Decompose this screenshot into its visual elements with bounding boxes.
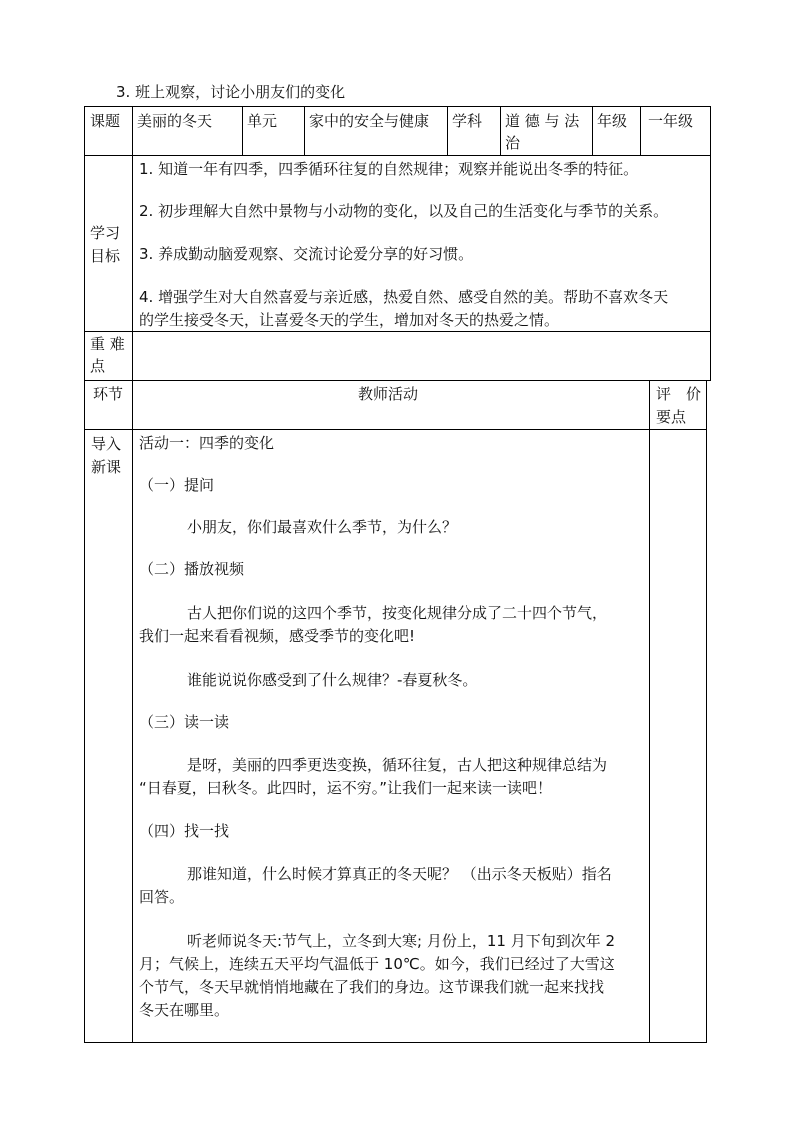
unit-label: 单元 [247,112,278,130]
step-heading: （三）读一读 [139,713,230,731]
body-text: 个节气，冬天早就悄悄地藏在了我们的身边。这节课我们就一起来找找 [139,978,605,996]
step-heading: （一）提问 [139,476,215,494]
objective-item-4-cont: 的学生接受冬天，让喜爱冬天的学生，增加对冬天的热爱之情。 [139,311,560,329]
subject-value-line1: 道 德 与 法 [505,112,580,130]
step-heading: （二）播放视频 [139,560,245,578]
step-heading: （四）找一找 [139,822,230,840]
body-text: “日春夏，曰秋冬。此四时，运不穷。”让我们一起来读一读吧！ [139,779,553,797]
objective-item-3: 3. 养成勤动脑爱观察、交流讨论爱分享的好习惯。 [139,245,474,263]
body-text: 冬天在哪里。 [139,1001,230,1019]
body-text: 是呀，美丽的四季更迭变换，循环往复，古人把这种规律总结为 [187,756,608,774]
body-text: 回答。 [139,888,185,906]
objectives-label-line1: 学习 [90,224,121,242]
body-text: 小朋友，你们最喜欢什么季节，为什么？ [187,518,458,536]
body-text: 听老师说冬天:节气上，立冬到大寒; 月份上，11 月下旬到次年 2 [187,932,616,950]
grade-label: 年级 [597,112,628,130]
stage-header: 环节 [93,385,124,403]
activity-title: 活动一：四季的变化 [139,434,275,452]
body-text: 那谁知道，什么时候才算真正的冬天呢？ （出示冬天板贴）指名 [187,865,612,883]
subject-value-line2: 治 [505,134,521,152]
body-text: 我们一起来看看视频，感受季节的变化吧! [139,627,416,645]
unit-value: 家中的安全与健康 [309,112,430,130]
difficulty-label-line2: 点 [90,357,106,375]
objectives-label-line2: 目标 [90,247,121,265]
topic-label: 课题 [90,112,121,130]
body-text: 月；气候上，连续五天平均气温低于 10℃。如今，我们已经过了大雪这 [139,955,615,973]
objective-item-4: 4. 增强学生对大自然喜爱与亲近感，热爱自然、感受自然的美。帮助不喜欢冬天 [139,288,669,306]
body-text: 谁能说说你感受到了什么规律？-春夏秋冬。 [187,671,478,689]
section-heading: 3. 班上观察，讨论小朋友们的变化 [116,83,346,101]
intro-label-line2: 新课 [91,458,122,476]
body-text: 古人把你们说的这四个季节，按变化规律分成了二十四个节气， [187,604,608,622]
difficulty-label-line1: 重 难 [90,335,125,353]
eval-header-line2: 要点 [656,408,687,426]
grade-value: 一年级 [648,112,694,130]
objective-item-1: 1. 知道一年有四季，四季循环往复的自然规律；观察并能说出冬季的特征。 [139,160,639,178]
subject-label: 学科 [452,112,483,130]
eval-header-line1: 评 价 [656,385,702,403]
topic-value: 美丽的冬天 [137,112,213,130]
intro-label-line1: 导入 [91,435,122,453]
objective-item-2: 2. 初步理解大自然中景物与小动物的变化，以及自己的生活变化与季节的关系。 [139,202,669,220]
teacher-activity-header: 教师活动 [358,385,419,403]
